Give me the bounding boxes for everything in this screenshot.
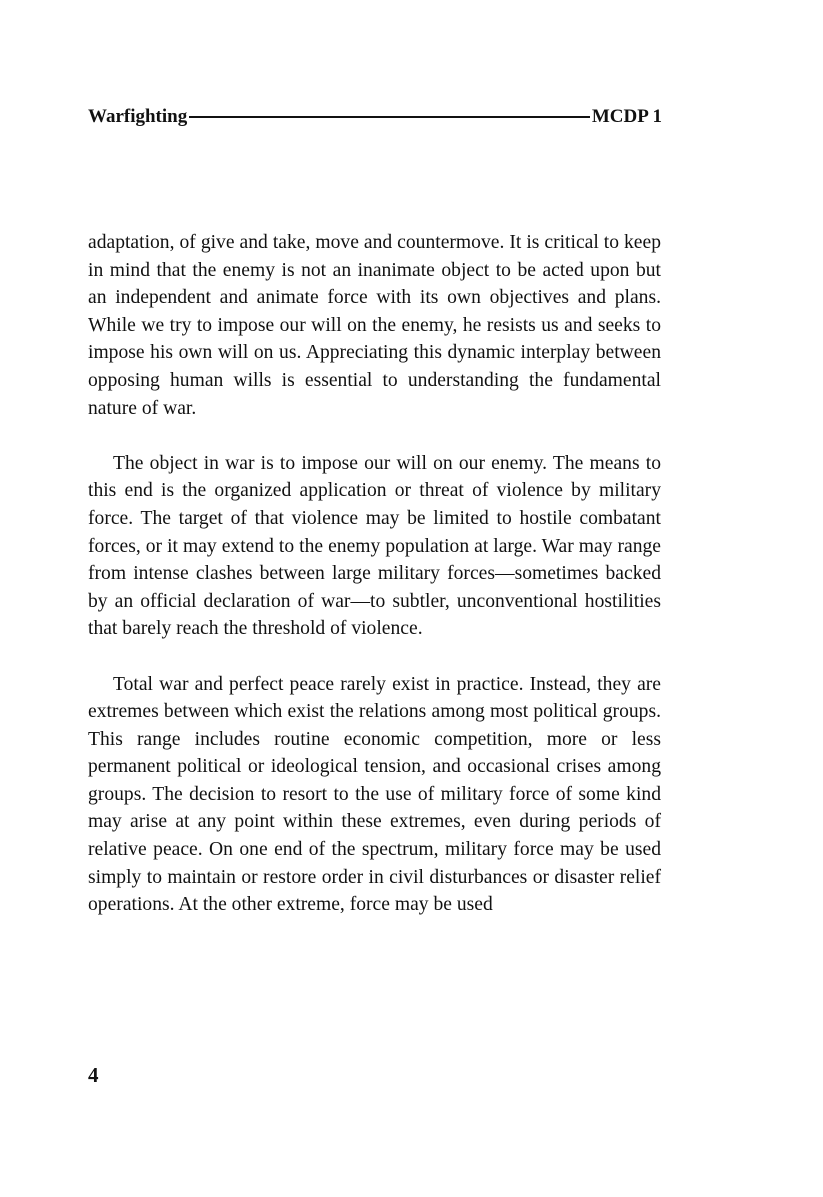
paragraph-object-in-war: The object in war is to impose our will on our enemy. The means to this end is the organized application or threat of violence by military force. The target of that violence may be limited to hostile combatant forces, or it may extend to the enemy population at large. War may range from intense clashes between large military forces—sometimes backed by an official declaration of war—to subtler, unconventional hostilities that barely reach the threshold of violence. bbox=[88, 452, 661, 640]
paragraph-total-war: Total war and perfect peace rarely exist in practice. Instead, they are extremes between which exist the relations among most political groups. This range includes routine economic competition, more or less permanent political or ideological tension, and occasional crises among groups. The decision to resort to the use of military force of some kind may arise at any point within these extremes, even during periods of relative peace. On one end of the spectrum, military force may be used simply to maintain or restore order in civil disturbances or disaster relief operations. At the other extreme, force may be used bbox=[88, 673, 661, 916]
paragraph-continued: adaptation, of give and take, move and countermove. It is critical to keep in mind that the enemy is not an inanimate object to be acted upon but an independent and animate force with its own objectives and plans. While we try to impose our will on the enemy, he resists us and seeks to impose his own will on us. Appreciating this dynamic interplay between opposing human wills is essential to understanding the fundamental nature of war. bbox=[88, 232, 661, 419]
header-rule bbox=[189, 116, 590, 118]
body-text bbox=[88, 229, 661, 946]
running-header bbox=[88, 104, 662, 130]
header-book-title: Warfighting bbox=[88, 106, 188, 127]
page-number: 4 bbox=[88, 1063, 99, 1087]
header-publication-id: MCDP 1 bbox=[591, 106, 662, 127]
